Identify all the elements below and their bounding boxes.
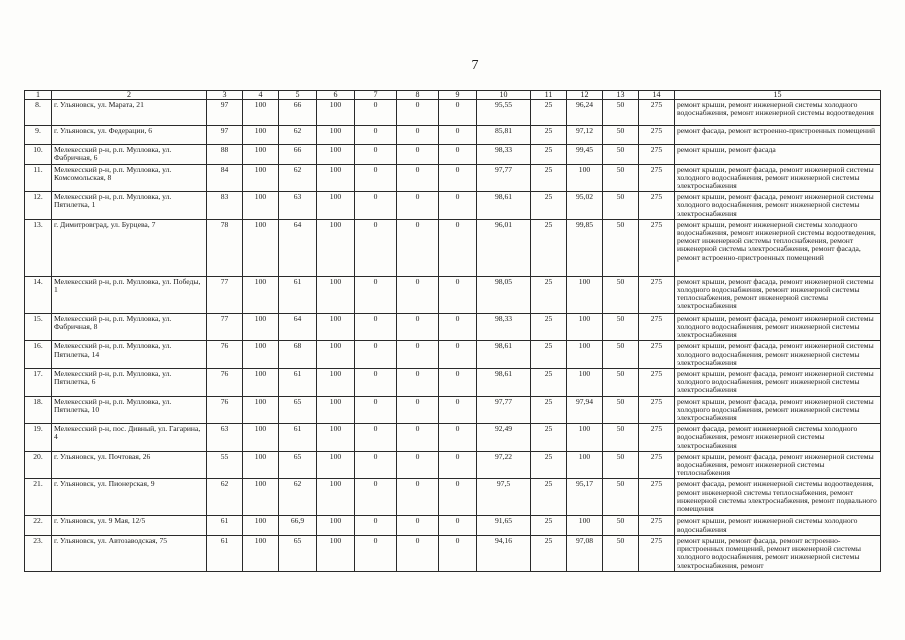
works-cell: ремонт крыши, ремонт фасада, ремонт инженерной системы водоснабжения, ремонт инженерной системы теплоснабжения bbox=[675, 451, 881, 479]
value-cell-col-3: 55 bbox=[207, 451, 243, 479]
value-cell-col-3: 63 bbox=[207, 424, 243, 452]
value-cell-col-8: 0 bbox=[397, 451, 439, 479]
works-cell: ремонт крыши, ремонт фасада, ремонт инженерной системы холодного водоснабжения, ремонт инженерной системы электроснабжения bbox=[675, 396, 881, 424]
value-cell-col-6: 100 bbox=[317, 451, 355, 479]
works-cell: ремонт крыши, ремонт фасада, ремонт встроенно-пристроенных помещений, ремонт инженерной системы холодного водоснабжения, ремонт инженерной системы электроснабжения, ремонт bbox=[675, 535, 881, 571]
value-cell-col-11: 25 bbox=[531, 192, 567, 220]
value-cell-col-3: 83 bbox=[207, 192, 243, 220]
value-cell-col-11: 25 bbox=[531, 479, 567, 516]
value-cell-col-3: 77 bbox=[207, 313, 243, 341]
works-cell: ремонт крыши, ремонт фасада, ремонт инженерной системы холодного водоснабжения, ремонт инженерной системы электроснабжения bbox=[675, 369, 881, 397]
address-cell: г. Ульяновск, ул. Федерации, 6 bbox=[52, 126, 207, 145]
value-cell-col-8: 0 bbox=[397, 126, 439, 145]
column-number-2: 2 bbox=[52, 91, 207, 100]
value-cell-col-8: 0 bbox=[397, 100, 439, 126]
address-cell: Мелекесский р-н, пос. Дивный, ул. Гагарина, 4 bbox=[52, 424, 207, 452]
row-number-cell: 12. bbox=[25, 192, 52, 220]
value-cell-col-11: 25 bbox=[531, 126, 567, 145]
value-cell-col-13: 50 bbox=[603, 341, 639, 369]
value-cell-col-9: 0 bbox=[439, 313, 477, 341]
column-number-1: 1 bbox=[25, 91, 52, 100]
value-cell-col-5: 66 bbox=[279, 100, 317, 126]
value-cell-col-4: 100 bbox=[243, 276, 279, 313]
address-cell: г. Ульяновск, ул. Марата, 21 bbox=[52, 100, 207, 126]
value-cell-col-4: 100 bbox=[243, 313, 279, 341]
value-cell-col-7: 0 bbox=[355, 126, 397, 145]
address-cell: г. Ульяновск, ул. 9 Мая, 12/5 bbox=[52, 516, 207, 535]
works-cell: ремонт крыши, ремонт фасада, ремонт инженерной системы холодного водоснабжения, ремонт инженерной системы электроснабжения bbox=[675, 192, 881, 220]
value-cell-col-8: 0 bbox=[397, 479, 439, 516]
value-cell-col-3: 97 bbox=[207, 100, 243, 126]
value-cell-col-11: 25 bbox=[531, 164, 567, 192]
value-cell-col-5: 65 bbox=[279, 535, 317, 571]
address-cell: Мелекесский р-н, р.п. Мулловка, ул. Комсомольская, 8 bbox=[52, 164, 207, 192]
table-row bbox=[25, 369, 881, 397]
value-cell-col-4: 100 bbox=[243, 369, 279, 397]
value-cell-col-5: 63 bbox=[279, 192, 317, 220]
value-cell-col-6: 100 bbox=[317, 192, 355, 220]
address-cell: Мелекесский р-н, р.п. Мулловка, ул. Фабричная, 8 bbox=[52, 313, 207, 341]
value-cell-col-8: 0 bbox=[397, 535, 439, 571]
value-cell-col-4: 100 bbox=[243, 192, 279, 220]
value-cell-col-14: 275 bbox=[639, 424, 675, 452]
value-cell-col-11: 25 bbox=[531, 145, 567, 164]
value-cell-col-10: 92,49 bbox=[477, 424, 531, 452]
column-number-5: 5 bbox=[279, 91, 317, 100]
value-cell-col-13: 50 bbox=[603, 313, 639, 341]
value-cell-col-11: 25 bbox=[531, 276, 567, 313]
value-cell-col-5: 65 bbox=[279, 451, 317, 479]
value-cell-col-14: 275 bbox=[639, 219, 675, 276]
row-number-cell: 18. bbox=[25, 396, 52, 424]
works-cell: ремонт крыши, ремонт инженерной системы холодного водоснабжения bbox=[675, 516, 881, 535]
value-cell-col-10: 85,81 bbox=[477, 126, 531, 145]
row-number-cell: 22. bbox=[25, 516, 52, 535]
column-number-4: 4 bbox=[243, 91, 279, 100]
value-cell-col-4: 100 bbox=[243, 145, 279, 164]
value-cell-col-9: 0 bbox=[439, 145, 477, 164]
value-cell-col-12: 100 bbox=[567, 341, 603, 369]
value-cell-col-8: 0 bbox=[397, 516, 439, 535]
value-cell-col-4: 100 bbox=[243, 341, 279, 369]
value-cell-col-10: 94,16 bbox=[477, 535, 531, 571]
value-cell-col-11: 25 bbox=[531, 516, 567, 535]
value-cell-col-10: 98,33 bbox=[477, 313, 531, 341]
value-cell-col-9: 0 bbox=[439, 424, 477, 452]
address-cell: г. Ульяновск, ул. Автозаводская, 75 bbox=[52, 535, 207, 571]
value-cell-col-9: 0 bbox=[439, 164, 477, 192]
works-cell: ремонт крыши, ремонт инженерной системы холодного водоснабжения, ремонт инженерной системы водоотведения bbox=[675, 100, 881, 126]
table-row bbox=[25, 164, 881, 192]
value-cell-col-6: 100 bbox=[317, 341, 355, 369]
value-cell-col-9: 0 bbox=[439, 192, 477, 220]
address-cell: Мелекесский р-н, р.п. Мулловка, ул. Пятилетка, 1 bbox=[52, 192, 207, 220]
value-cell-col-13: 50 bbox=[603, 451, 639, 479]
value-cell-col-14: 275 bbox=[639, 341, 675, 369]
value-cell-col-9: 0 bbox=[439, 126, 477, 145]
document-table bbox=[24, 90, 881, 572]
value-cell-col-4: 100 bbox=[243, 396, 279, 424]
value-cell-col-4: 100 bbox=[243, 479, 279, 516]
address-cell: г. Димитровград, ул. Бурцева, 7 bbox=[52, 219, 207, 276]
table-row bbox=[25, 192, 881, 220]
value-cell-col-14: 275 bbox=[639, 126, 675, 145]
value-cell-col-7: 0 bbox=[355, 100, 397, 126]
works-cell: ремонт крыши, ремонт инженерной системы холодного водоснабжения, ремонт инженерной системы водоотведения, ремонт инженерной системы теплоснабжения, ремонт инженерной системы электроснабжения, ремонт фасада, ремонт встроенно-пристроенных помещений bbox=[675, 219, 881, 276]
table-row bbox=[25, 219, 881, 276]
page-number: 7 bbox=[471, 58, 479, 73]
value-cell-col-12: 95,02 bbox=[567, 192, 603, 220]
value-cell-col-3: 88 bbox=[207, 145, 243, 164]
value-cell-col-4: 100 bbox=[243, 219, 279, 276]
works-cell: ремонт крыши, ремонт фасада, ремонт инженерной системы холодного водоснабжения, ремонт инженерной системы теплоснабжения, ремонт инженерной системы электроснабжения bbox=[675, 276, 881, 313]
value-cell-col-4: 100 bbox=[243, 535, 279, 571]
value-cell-col-12: 95,17 bbox=[567, 479, 603, 516]
value-cell-col-9: 0 bbox=[439, 341, 477, 369]
value-cell-col-8: 0 bbox=[397, 396, 439, 424]
value-cell-col-3: 78 bbox=[207, 219, 243, 276]
value-cell-col-13: 50 bbox=[603, 126, 639, 145]
value-cell-col-10: 95,55 bbox=[477, 100, 531, 126]
value-cell-col-9: 0 bbox=[439, 535, 477, 571]
value-cell-col-13: 50 bbox=[603, 164, 639, 192]
value-cell-col-6: 100 bbox=[317, 219, 355, 276]
value-cell-col-13: 50 bbox=[603, 276, 639, 313]
row-number-cell: 20. bbox=[25, 451, 52, 479]
table-row bbox=[25, 100, 881, 126]
row-number-cell: 23. bbox=[25, 535, 52, 571]
value-cell-col-13: 50 bbox=[603, 479, 639, 516]
value-cell-col-9: 0 bbox=[439, 451, 477, 479]
value-cell-col-4: 100 bbox=[243, 451, 279, 479]
value-cell-col-7: 0 bbox=[355, 535, 397, 571]
value-cell-col-3: 62 bbox=[207, 479, 243, 516]
column-number-11: 11 bbox=[531, 91, 567, 100]
value-cell-col-12: 100 bbox=[567, 369, 603, 397]
value-cell-col-9: 0 bbox=[439, 276, 477, 313]
value-cell-col-14: 275 bbox=[639, 396, 675, 424]
address-cell: Мелекесский р-н, р.п. Мулловка, ул. Пятилетка, 6 bbox=[52, 369, 207, 397]
value-cell-col-9: 0 bbox=[439, 100, 477, 126]
value-cell-col-3: 61 bbox=[207, 535, 243, 571]
value-cell-col-5: 62 bbox=[279, 479, 317, 516]
column-number-13: 13 bbox=[603, 91, 639, 100]
value-cell-col-7: 0 bbox=[355, 516, 397, 535]
table-header-row bbox=[25, 91, 881, 100]
value-cell-col-12: 100 bbox=[567, 276, 603, 313]
value-cell-col-14: 275 bbox=[639, 192, 675, 220]
value-cell-col-7: 0 bbox=[355, 424, 397, 452]
value-cell-col-5: 64 bbox=[279, 219, 317, 276]
value-cell-col-14: 275 bbox=[639, 369, 675, 397]
works-cell: ремонт крыши, ремонт фасада, ремонт инженерной системы холодного водоснабжения, ремонт инженерной системы электроснабжения bbox=[675, 164, 881, 192]
value-cell-col-14: 275 bbox=[639, 313, 675, 341]
table-row bbox=[25, 126, 881, 145]
works-cell: ремонт фасада, ремонт инженерной системы водоотведения, ремонт инженерной системы теплоснабжения, ремонт инженерной системы электроснабжения, ремонт подвального помещения bbox=[675, 479, 881, 516]
value-cell-col-8: 0 bbox=[397, 164, 439, 192]
value-cell-col-5: 65 bbox=[279, 396, 317, 424]
value-cell-col-5: 61 bbox=[279, 369, 317, 397]
value-cell-col-13: 50 bbox=[603, 219, 639, 276]
value-cell-col-12: 97,08 bbox=[567, 535, 603, 571]
value-cell-col-14: 275 bbox=[639, 100, 675, 126]
value-cell-col-8: 0 bbox=[397, 369, 439, 397]
value-cell-col-10: 97,22 bbox=[477, 451, 531, 479]
value-cell-col-10: 97,77 bbox=[477, 164, 531, 192]
value-cell-col-6: 100 bbox=[317, 516, 355, 535]
row-number-cell: 11. bbox=[25, 164, 52, 192]
value-cell-col-6: 100 bbox=[317, 313, 355, 341]
column-number-9: 9 bbox=[439, 91, 477, 100]
value-cell-col-12: 96,24 bbox=[567, 100, 603, 126]
value-cell-col-10: 97,77 bbox=[477, 396, 531, 424]
value-cell-col-5: 61 bbox=[279, 276, 317, 313]
value-cell-col-3: 97 bbox=[207, 126, 243, 145]
address-cell: Мелекесский р-н, р.п. Мулловка, ул. Фабричная, 6 bbox=[52, 145, 207, 164]
value-cell-col-3: 61 bbox=[207, 516, 243, 535]
value-cell-col-13: 50 bbox=[603, 369, 639, 397]
value-cell-col-7: 0 bbox=[355, 369, 397, 397]
value-cell-col-4: 100 bbox=[243, 516, 279, 535]
row-number-cell: 16. bbox=[25, 341, 52, 369]
value-cell-col-12: 97,12 bbox=[567, 126, 603, 145]
works-cell: ремонт крыши, ремонт фасада, ремонт инженерной системы холодного водоснабжения, ремонт инженерной системы электроснабжения bbox=[675, 313, 881, 341]
works-cell: ремонт крыши, ремонт фасада bbox=[675, 145, 881, 164]
value-cell-col-10: 98,61 bbox=[477, 192, 531, 220]
value-cell-col-9: 0 bbox=[439, 219, 477, 276]
value-cell-col-6: 100 bbox=[317, 396, 355, 424]
value-cell-col-3: 84 bbox=[207, 164, 243, 192]
address-cell: Мелекесский р-н, р.п. Мулловка, ул. Пятилетка, 10 bbox=[52, 396, 207, 424]
value-cell-col-6: 100 bbox=[317, 276, 355, 313]
value-cell-col-14: 275 bbox=[639, 451, 675, 479]
column-number-10: 10 bbox=[477, 91, 531, 100]
row-number-cell: 15. bbox=[25, 313, 52, 341]
value-cell-col-8: 0 bbox=[397, 145, 439, 164]
value-cell-col-7: 0 bbox=[355, 145, 397, 164]
column-number-6: 6 bbox=[317, 91, 355, 100]
value-cell-col-11: 25 bbox=[531, 396, 567, 424]
value-cell-col-6: 100 bbox=[317, 369, 355, 397]
value-cell-col-14: 275 bbox=[639, 516, 675, 535]
value-cell-col-11: 25 bbox=[531, 369, 567, 397]
column-number-8: 8 bbox=[397, 91, 439, 100]
value-cell-col-6: 100 bbox=[317, 535, 355, 571]
value-cell-col-3: 76 bbox=[207, 396, 243, 424]
value-cell-col-5: 64 bbox=[279, 313, 317, 341]
address-cell: Мелекесский р-н, р.п. Мулловка, ул. Пятилетка, 14 bbox=[52, 341, 207, 369]
column-number-12: 12 bbox=[567, 91, 603, 100]
value-cell-col-13: 50 bbox=[603, 424, 639, 452]
works-cell: ремонт фасада, ремонт инженерной системы холодного водоснабжения, ремонт инженерной системы электроснабжения bbox=[675, 424, 881, 452]
value-cell-col-13: 50 bbox=[603, 100, 639, 126]
value-cell-col-7: 0 bbox=[355, 276, 397, 313]
value-cell-col-7: 0 bbox=[355, 313, 397, 341]
value-cell-col-14: 275 bbox=[639, 164, 675, 192]
value-cell-col-11: 25 bbox=[531, 451, 567, 479]
value-cell-col-12: 100 bbox=[567, 164, 603, 192]
address-cell: Мелекесский р-н, р.п. Мулловка, ул. Победы, 1 bbox=[52, 276, 207, 313]
value-cell-col-11: 25 bbox=[531, 424, 567, 452]
value-cell-col-10: 96,01 bbox=[477, 219, 531, 276]
value-cell-col-7: 0 bbox=[355, 192, 397, 220]
value-cell-col-7: 0 bbox=[355, 219, 397, 276]
value-cell-col-13: 50 bbox=[603, 516, 639, 535]
value-cell-col-12: 100 bbox=[567, 313, 603, 341]
value-cell-col-14: 275 bbox=[639, 479, 675, 516]
table-row bbox=[25, 313, 881, 341]
column-number-14: 14 bbox=[639, 91, 675, 100]
value-cell-col-7: 0 bbox=[355, 451, 397, 479]
value-cell-col-13: 50 bbox=[603, 192, 639, 220]
value-cell-col-11: 25 bbox=[531, 100, 567, 126]
value-cell-col-7: 0 bbox=[355, 341, 397, 369]
value-cell-col-12: 100 bbox=[567, 516, 603, 535]
row-number-cell: 19. bbox=[25, 424, 52, 452]
value-cell-col-14: 275 bbox=[639, 145, 675, 164]
value-cell-col-5: 66,9 bbox=[279, 516, 317, 535]
value-cell-col-4: 100 bbox=[243, 126, 279, 145]
value-cell-col-13: 50 bbox=[603, 535, 639, 571]
value-cell-col-8: 0 bbox=[397, 313, 439, 341]
address-cell: г. Ульяновск, ул. Почтовая, 26 bbox=[52, 451, 207, 479]
works-cell: ремонт крыши, ремонт фасада, ремонт инженерной системы холодного водоснабжения, ремонт инженерной системы электроснабжения bbox=[675, 341, 881, 369]
value-cell-col-5: 66 bbox=[279, 145, 317, 164]
value-cell-col-5: 61 bbox=[279, 424, 317, 452]
value-cell-col-7: 0 bbox=[355, 396, 397, 424]
value-cell-col-6: 100 bbox=[317, 424, 355, 452]
value-cell-col-10: 98,61 bbox=[477, 369, 531, 397]
value-cell-col-13: 50 bbox=[603, 145, 639, 164]
column-number-15: 15 bbox=[675, 91, 881, 100]
value-cell-col-6: 100 bbox=[317, 145, 355, 164]
value-cell-col-8: 0 bbox=[397, 276, 439, 313]
value-cell-col-12: 100 bbox=[567, 451, 603, 479]
value-cell-col-14: 275 bbox=[639, 535, 675, 571]
value-cell-col-6: 100 bbox=[317, 164, 355, 192]
value-cell-col-9: 0 bbox=[439, 369, 477, 397]
works-cell: ремонт фасада, ремонт встроенно-пристроенных помещений bbox=[675, 126, 881, 145]
row-number-cell: 8. bbox=[25, 100, 52, 126]
value-cell-col-3: 76 bbox=[207, 369, 243, 397]
row-number-cell: 21. bbox=[25, 479, 52, 516]
row-number-cell: 17. bbox=[25, 369, 52, 397]
value-cell-col-8: 0 bbox=[397, 424, 439, 452]
table-row bbox=[25, 451, 881, 479]
value-cell-col-5: 62 bbox=[279, 164, 317, 192]
value-cell-col-5: 62 bbox=[279, 126, 317, 145]
row-number-cell: 14. bbox=[25, 276, 52, 313]
value-cell-col-10: 91,65 bbox=[477, 516, 531, 535]
table-row bbox=[25, 396, 881, 424]
value-cell-col-7: 0 bbox=[355, 164, 397, 192]
value-cell-col-9: 0 bbox=[439, 516, 477, 535]
table-row bbox=[25, 479, 881, 516]
value-cell-col-4: 100 bbox=[243, 100, 279, 126]
value-cell-col-10: 98,33 bbox=[477, 145, 531, 164]
value-cell-col-3: 77 bbox=[207, 276, 243, 313]
value-cell-col-8: 0 bbox=[397, 341, 439, 369]
address-cell: г. Ульяновск, ул. Пионерская, 9 bbox=[52, 479, 207, 516]
value-cell-col-6: 100 bbox=[317, 479, 355, 516]
value-cell-col-5: 68 bbox=[279, 341, 317, 369]
table-row bbox=[25, 516, 881, 535]
value-cell-col-11: 25 bbox=[531, 313, 567, 341]
value-cell-col-6: 100 bbox=[317, 126, 355, 145]
value-cell-col-12: 100 bbox=[567, 424, 603, 452]
value-cell-col-14: 275 bbox=[639, 276, 675, 313]
table-row bbox=[25, 276, 881, 313]
value-cell-col-4: 100 bbox=[243, 164, 279, 192]
value-cell-col-9: 0 bbox=[439, 396, 477, 424]
table-row bbox=[25, 535, 881, 571]
value-cell-col-11: 25 bbox=[531, 341, 567, 369]
value-cell-col-12: 97,94 bbox=[567, 396, 603, 424]
value-cell-col-6: 100 bbox=[317, 100, 355, 126]
table-row bbox=[25, 341, 881, 369]
column-number-7: 7 bbox=[355, 91, 397, 100]
value-cell-col-10: 97,5 bbox=[477, 479, 531, 516]
value-cell-col-4: 100 bbox=[243, 424, 279, 452]
value-cell-col-12: 99,85 bbox=[567, 219, 603, 276]
value-cell-col-7: 0 bbox=[355, 479, 397, 516]
value-cell-col-8: 0 bbox=[397, 219, 439, 276]
value-cell-col-11: 25 bbox=[531, 535, 567, 571]
table-row bbox=[25, 145, 881, 164]
column-number-3: 3 bbox=[207, 91, 243, 100]
value-cell-col-3: 76 bbox=[207, 341, 243, 369]
row-number-cell: 10. bbox=[25, 145, 52, 164]
row-number-cell: 13. bbox=[25, 219, 52, 276]
value-cell-col-11: 25 bbox=[531, 219, 567, 276]
value-cell-col-10: 98,05 bbox=[477, 276, 531, 313]
value-cell-col-13: 50 bbox=[603, 396, 639, 424]
value-cell-col-9: 0 bbox=[439, 479, 477, 516]
row-number-cell: 9. bbox=[25, 126, 52, 145]
table-row bbox=[25, 424, 881, 452]
value-cell-col-8: 0 bbox=[397, 192, 439, 220]
value-cell-col-10: 98,61 bbox=[477, 341, 531, 369]
value-cell-col-12: 99,45 bbox=[567, 145, 603, 164]
